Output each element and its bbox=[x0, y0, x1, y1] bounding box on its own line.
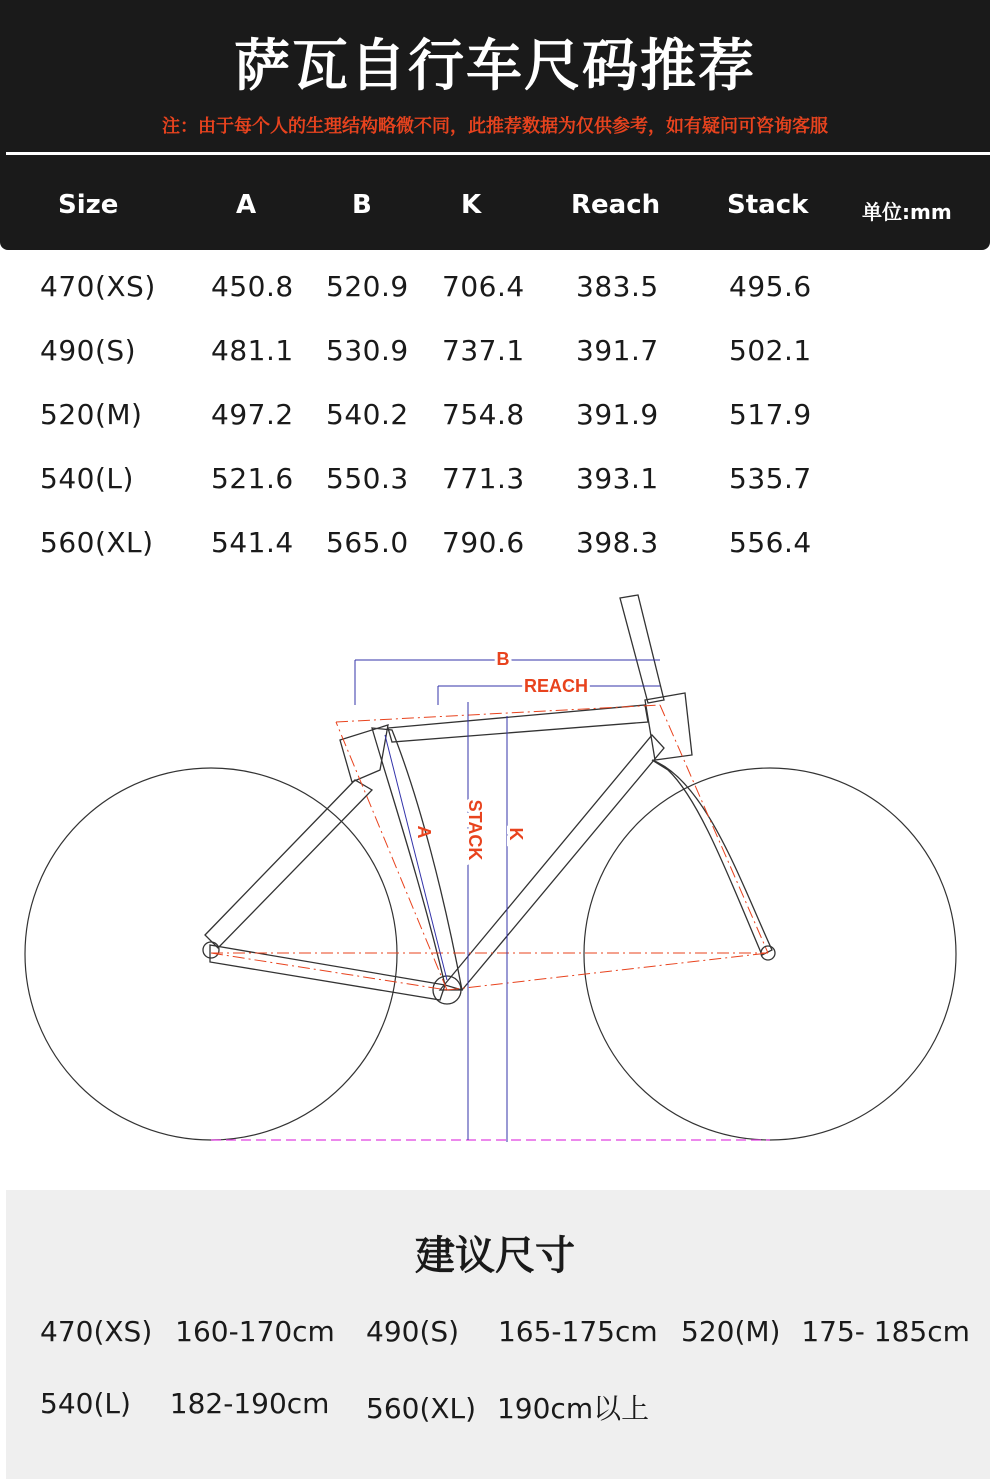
cell-b: 540.2 bbox=[326, 398, 409, 431]
cell-k: 737.1 bbox=[442, 334, 525, 367]
cell-b: 550.3 bbox=[326, 462, 409, 495]
frame-geometry-diagram bbox=[0, 590, 990, 1160]
rec-size: 560(XL) bbox=[366, 1392, 477, 1425]
bike-frame bbox=[203, 595, 775, 1004]
cell-k: 706.4 bbox=[442, 270, 525, 303]
cell-k: 754.8 bbox=[442, 398, 525, 431]
column-header-size: Size bbox=[58, 190, 119, 220]
cell-b: 530.9 bbox=[326, 334, 409, 367]
column-header-b: B bbox=[352, 190, 372, 220]
disclaimer-note: 注：由于每个人的生理结构略微不同，此推荐数据为仅供参考，如有疑问可咨询客服 bbox=[162, 116, 828, 137]
cell-size: 560(XL) bbox=[40, 526, 154, 559]
dimension-guides bbox=[355, 660, 660, 1142]
cell-stack: 502.1 bbox=[729, 334, 812, 367]
cell-b: 565.0 bbox=[326, 526, 409, 559]
cell-stack: 495.6 bbox=[729, 270, 812, 303]
cell-reach: 398.3 bbox=[576, 526, 659, 559]
table-row bbox=[0, 398, 990, 458]
rec-range: 175- 185cm bbox=[801, 1315, 970, 1348]
cell-reach: 391.9 bbox=[576, 398, 659, 431]
table-row bbox=[0, 270, 990, 330]
table-row bbox=[0, 334, 990, 394]
column-header-k: K bbox=[461, 190, 482, 220]
dimension-label-a: A bbox=[414, 825, 434, 839]
recommendation-title: 建议尺寸 bbox=[415, 1233, 575, 1279]
cell-k: 771.3 bbox=[442, 462, 525, 495]
rec-size: 490(S) bbox=[366, 1315, 460, 1348]
rec-range: 190cm以上 bbox=[496, 1392, 650, 1425]
cell-stack: 535.7 bbox=[729, 462, 812, 495]
recommendation-item bbox=[40, 1315, 335, 1348]
cell-k: 790.6 bbox=[442, 526, 525, 559]
cell-stack: 556.4 bbox=[729, 526, 812, 559]
recommendation-item bbox=[366, 1387, 649, 1427]
cell-a: 497.2 bbox=[211, 398, 294, 431]
header-banner bbox=[0, 0, 990, 250]
cell-a: 521.6 bbox=[211, 462, 294, 495]
cell-size: 520(M) bbox=[40, 398, 143, 431]
dimension-label-stack: STACK bbox=[465, 799, 485, 861]
dimension-label-b: B bbox=[496, 649, 510, 669]
page-title: 萨瓦自行车尺码推荐 bbox=[234, 34, 756, 99]
recommendation-item bbox=[681, 1315, 970, 1348]
recommendation-item bbox=[366, 1315, 658, 1348]
cell-a: 481.1 bbox=[211, 334, 294, 367]
cell-a: 450.8 bbox=[211, 270, 294, 303]
cell-b: 520.9 bbox=[326, 270, 409, 303]
rec-range: 182-190cm bbox=[169, 1387, 330, 1420]
cell-size: 490(S) bbox=[40, 334, 137, 367]
column-header-a: A bbox=[236, 190, 257, 220]
recommendation-item bbox=[40, 1387, 329, 1420]
frame-centerlines bbox=[211, 705, 768, 990]
table-row bbox=[0, 462, 990, 522]
dimension-label-k: K bbox=[506, 827, 526, 841]
rec-range: 165-175cm bbox=[497, 1315, 658, 1348]
rec-range: 160-170cm bbox=[175, 1315, 335, 1348]
rec-size: 540(L) bbox=[40, 1387, 131, 1420]
cell-size: 470(XS) bbox=[40, 270, 156, 303]
cell-size: 540(L) bbox=[40, 462, 134, 495]
cell-stack: 517.9 bbox=[729, 398, 812, 431]
cell-reach: 391.7 bbox=[576, 334, 659, 367]
column-header-reach: Reach bbox=[571, 190, 661, 220]
column-header-stack: Stack bbox=[727, 190, 809, 220]
rec-size: 520(M) bbox=[681, 1315, 781, 1348]
rear-wheel bbox=[25, 768, 397, 1140]
table-row bbox=[0, 526, 990, 586]
dimension-label-reach: REACH bbox=[523, 676, 589, 696]
cell-a: 541.4 bbox=[211, 526, 294, 559]
rec-size: 470(XS) bbox=[40, 1315, 153, 1348]
cell-reach: 393.1 bbox=[576, 462, 659, 495]
unit-label: 单位:mm bbox=[862, 200, 952, 224]
front-wheel bbox=[584, 768, 956, 1140]
cell-reach: 383.5 bbox=[576, 270, 659, 303]
header-divider bbox=[6, 152, 990, 155]
